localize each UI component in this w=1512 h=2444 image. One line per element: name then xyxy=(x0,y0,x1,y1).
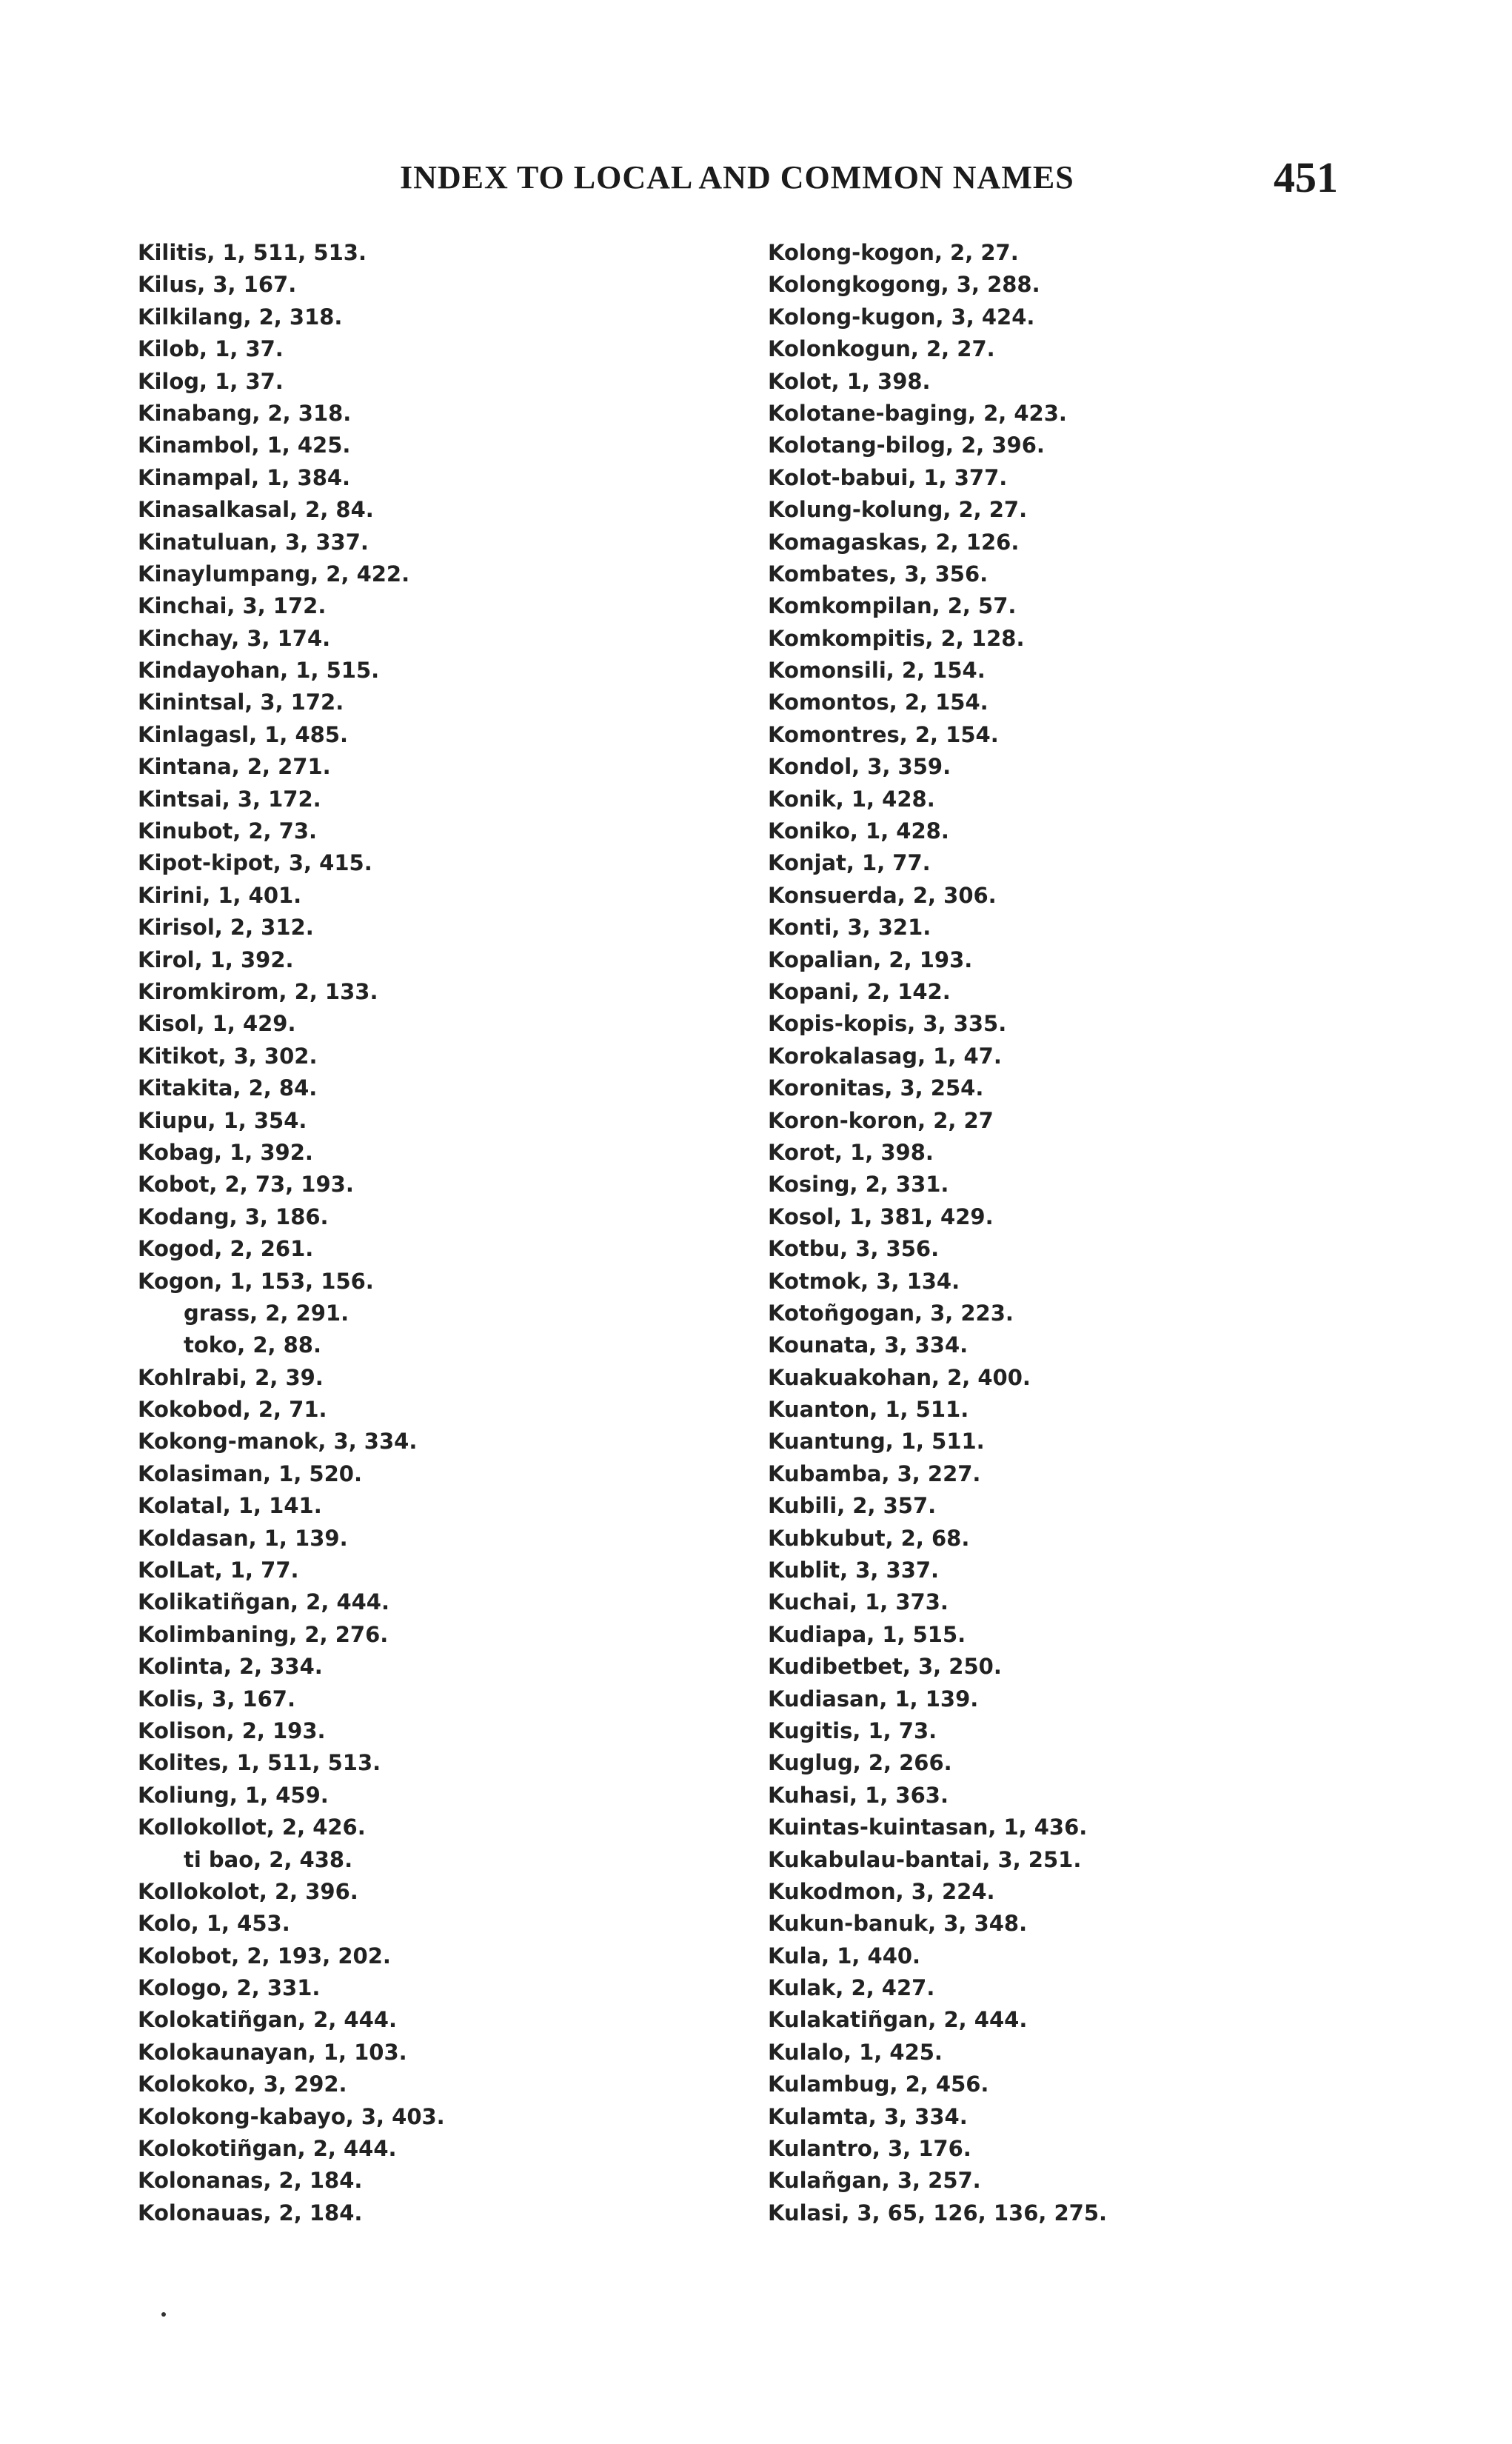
index-entry: Kubili, 2, 357. xyxy=(768,1493,937,1519)
index-entry: Kinchay, 3, 174. xyxy=(138,625,331,651)
index-entry: Kindayohan, 1, 515. xyxy=(138,658,380,684)
index-entry: Konsuerda, 2, 306. xyxy=(768,882,997,908)
index-entry: Kuanton, 1, 511. xyxy=(768,1397,969,1423)
index-entry: Kukun-banuk, 3, 348. xyxy=(768,1911,1028,1937)
index-entry: Kulasi, 3, 65, 126, 136, 275. xyxy=(768,2200,1108,2226)
index-entry: Kilob, 1, 37. xyxy=(138,336,284,362)
index-column-right xyxy=(768,237,1375,2229)
index-entry: Korokalasag, 1, 47. xyxy=(768,1043,1002,1069)
index-entry: Kulakatiñgan, 2, 444. xyxy=(768,2007,1028,2033)
index-entry: Kodang, 3, 186. xyxy=(138,1203,329,1229)
index-entry: Kitakita, 2, 84. xyxy=(138,1075,318,1101)
index-entry: Konik, 1, 428. xyxy=(768,786,935,812)
index-entry: Kolis, 3, 167. xyxy=(138,1686,295,1712)
index-entry: Kinampal, 1, 384. xyxy=(138,464,351,490)
index-entry: Koronitas, 3, 254. xyxy=(768,1075,984,1101)
index-entry: Kinintsal, 3, 172. xyxy=(138,690,344,715)
index-entry: Kolongkogong, 3, 288. xyxy=(768,272,1040,298)
index-entry: Kinchai, 3, 172. xyxy=(138,593,327,619)
index-entry: Kolasiman, 1, 520. xyxy=(138,1460,362,1486)
index-entry: Kinabang, 2, 318. xyxy=(138,400,352,426)
index-entry: Konjat, 1, 77. xyxy=(768,850,931,876)
index-entry: Kulamta, 3, 334. xyxy=(768,2103,968,2129)
index-entry: Kiromkirom, 2, 133. xyxy=(138,978,378,1004)
index-entry: Kolobot, 2, 193, 202. xyxy=(138,1943,391,1969)
index-entry: Kolokaunayan, 1, 103. xyxy=(138,2039,407,2065)
index-entry: Kulalo, 1, 425. xyxy=(768,2039,943,2065)
index-entry: Kinasalkasal, 2, 84. xyxy=(138,497,374,523)
index-entry: Koniko, 1, 428. xyxy=(768,818,949,844)
index-entry: Kolatal, 1, 141. xyxy=(138,1493,322,1519)
index-entry: Kugitis, 1, 73. xyxy=(768,1717,937,1743)
index-entry: Kollokollot, 2, 426. xyxy=(138,1814,366,1840)
index-entry: Kolokotiñgan, 2, 444. xyxy=(138,2136,397,2162)
stray-ink-mark xyxy=(161,2312,166,2317)
index-entry: Koron-koron, 2, 27 xyxy=(768,1107,994,1133)
index-entry: Komontres, 2, 154. xyxy=(768,721,999,747)
index-entry: Kirini, 1, 401. xyxy=(138,882,302,908)
index-entry: Kublit, 3, 337. xyxy=(768,1557,940,1583)
index-entry: Kudiasan, 1, 139. xyxy=(768,1686,979,1712)
index-entry: Kondol, 3, 359. xyxy=(768,754,951,780)
index-entry: Kirisol, 2, 312. xyxy=(138,915,314,941)
index-entry: Kilus, 3, 167. xyxy=(138,272,297,298)
index-entry: KolLat, 1, 77. xyxy=(138,1557,299,1583)
index-entry: Kirol, 1, 392. xyxy=(138,946,294,972)
index-entry: Kolot-babui, 1, 377. xyxy=(768,464,1008,490)
index-entry: Kubkubut, 2, 68. xyxy=(768,1525,970,1551)
index-entry: Kuhasi, 1, 363. xyxy=(768,1782,949,1808)
index-entry: Kinambol, 1, 425. xyxy=(138,433,351,458)
index-entry: Kolokatiñgan, 2, 444. xyxy=(138,2007,397,2033)
index-entry: Komkompitis, 2, 128. xyxy=(768,625,1025,651)
index-entry: Kolinta, 2, 334. xyxy=(138,1654,323,1680)
index-entry: Kintana, 2, 271. xyxy=(138,754,331,780)
index-entry: Kuintas-kuintasan, 1, 436. xyxy=(768,1814,1088,1840)
index-entry: Kobot, 2, 73, 193. xyxy=(138,1172,354,1198)
index-entry: Kolot, 1, 398. xyxy=(768,368,931,394)
index-entry: Kosing, 2, 331. xyxy=(768,1172,949,1198)
index-entry: Kilkilang, 2, 318. xyxy=(138,304,343,330)
index-entry: Komonsili, 2, 154. xyxy=(768,658,986,684)
index-entry: Koliung, 1, 459. xyxy=(138,1782,329,1808)
index-entry: Kolikatiñgan, 2, 444. xyxy=(138,1589,389,1615)
index-entry: Kolison, 2, 193. xyxy=(138,1717,326,1743)
index-entry: Kuantung, 1, 511. xyxy=(768,1429,985,1455)
index-entry: Kilog, 1, 37. xyxy=(138,368,284,394)
index-entry: Kisol, 1, 429. xyxy=(138,1011,296,1037)
index-entry: Kounata, 3, 334. xyxy=(768,1332,969,1358)
index-entry: Kolimbaning, 2, 276. xyxy=(138,1621,389,1647)
index-entry: Koldasan, 1, 139. xyxy=(138,1525,348,1551)
index-entry: Komagaskas, 2, 126. xyxy=(768,529,1020,555)
running-title: INDEX TO LOCAL AND COMMON NAMES xyxy=(400,159,1074,196)
index-subentry: ti bao, 2, 438. xyxy=(184,1846,353,1872)
index-entry: Kologo, 2, 331. xyxy=(138,1975,321,2001)
index-entry: Kolonanas, 2, 184. xyxy=(138,2168,363,2194)
index-subentry: toko, 2, 88. xyxy=(184,1332,321,1358)
index-entry: Kolong-kugon, 3, 424. xyxy=(768,304,1035,330)
index-entry: Komontos, 2, 154. xyxy=(768,690,989,715)
index-entry: Kuchai, 1, 373. xyxy=(768,1589,949,1615)
index-entry: Kulambug, 2, 456. xyxy=(768,2071,989,2097)
index-entry: Kogon, 1, 153, 156. xyxy=(138,1268,374,1294)
index-entry: Kopani, 2, 142. xyxy=(768,978,951,1004)
index-entry: Kohlrabi, 2, 39. xyxy=(138,1364,324,1390)
index-entry: Kolo, 1, 453. xyxy=(138,1911,290,1937)
index-entry: Kolonauas, 2, 184. xyxy=(138,2200,363,2226)
index-entry: Kombates, 3, 356. xyxy=(768,561,989,587)
index-entry: Kogod, 2, 261. xyxy=(138,1236,314,1262)
index-column-left xyxy=(138,237,745,2229)
index-entry: Kolotane-baging, 2, 423. xyxy=(768,400,1067,426)
index-entry: Kolokoko, 3, 292. xyxy=(138,2071,347,2097)
index-entry: Kolokong-kabayo, 3, 403. xyxy=(138,2103,445,2129)
index-entry: Korot, 1, 398. xyxy=(768,1139,934,1165)
index-entry: Kuglug, 2, 266. xyxy=(768,1750,952,1776)
index-entry: Kinubot, 2, 73. xyxy=(138,818,318,844)
index-entry: Kolong-kogon, 2, 27. xyxy=(768,240,1019,265)
index-entry: Kukabulau-bantai, 3, 251. xyxy=(768,1846,1082,1872)
index-entry: Kuakuakohan, 2, 400. xyxy=(768,1364,1031,1390)
index-entry: Kokong-manok, 3, 334. xyxy=(138,1429,418,1455)
index-entry: Kosol, 1, 381, 429. xyxy=(768,1203,994,1229)
index-entry: Kolites, 1, 511, 513. xyxy=(138,1750,381,1776)
index-entry: Kula, 1, 440. xyxy=(768,1943,921,1969)
index-entry: Kobag, 1, 392. xyxy=(138,1139,313,1165)
index-entry: Kiupu, 1, 354. xyxy=(138,1107,307,1133)
index-entry: Kinlagasl, 1, 485. xyxy=(138,721,349,747)
index-entry: Kotmok, 3, 134. xyxy=(768,1268,960,1294)
index-entry: Kulak, 2, 427. xyxy=(768,1975,935,2001)
index-entry: Kopalian, 2, 193. xyxy=(768,946,973,972)
index-entry: Kukodmon, 3, 224. xyxy=(768,1878,995,1904)
index-entry: Kulañgan, 3, 257. xyxy=(768,2168,981,2194)
index-entry: Kudiapa, 1, 515. xyxy=(768,1621,966,1647)
index-entry: Kipot-kipot, 3, 415. xyxy=(138,850,372,876)
index-entry: Kolung-kolung, 2, 27. xyxy=(768,497,1028,523)
index-entry: Konti, 3, 321. xyxy=(768,915,931,941)
index-entry: Kolonkogun, 2, 27. xyxy=(768,336,995,362)
index-entry: Kintsai, 3, 172. xyxy=(138,786,321,812)
index-entry: Kinaylumpang, 2, 422. xyxy=(138,561,410,587)
index-entry: Kubamba, 3, 227. xyxy=(768,1460,981,1486)
index-subentry: grass, 2, 291. xyxy=(184,1300,349,1326)
index-entry: Kotbu, 3, 356. xyxy=(768,1236,940,1262)
index-entry: Kitikot, 3, 302. xyxy=(138,1043,318,1069)
index-entry: Kotoñgogan, 3, 223. xyxy=(768,1300,1014,1326)
index-entry: Kilitis, 1, 511, 513. xyxy=(138,240,367,265)
index-entry: Kolotang-bilog, 2, 396. xyxy=(768,433,1045,458)
index-entry: Kulantro, 3, 176. xyxy=(768,2136,971,2162)
page-number: 451 xyxy=(1274,153,1338,201)
index-entry: Kollokolot, 2, 396. xyxy=(138,1878,358,1904)
index-entry: Kinatuluan, 3, 337. xyxy=(138,529,369,555)
index-entry: Kokobod, 2, 71. xyxy=(138,1397,327,1423)
index-entry: Kopis-kopis, 3, 335. xyxy=(768,1011,1007,1037)
index-entry: Komkompilan, 2, 57. xyxy=(768,593,1017,619)
index-entry: Kudibetbet, 3, 250. xyxy=(768,1654,1002,1680)
page-header xyxy=(0,152,1512,204)
